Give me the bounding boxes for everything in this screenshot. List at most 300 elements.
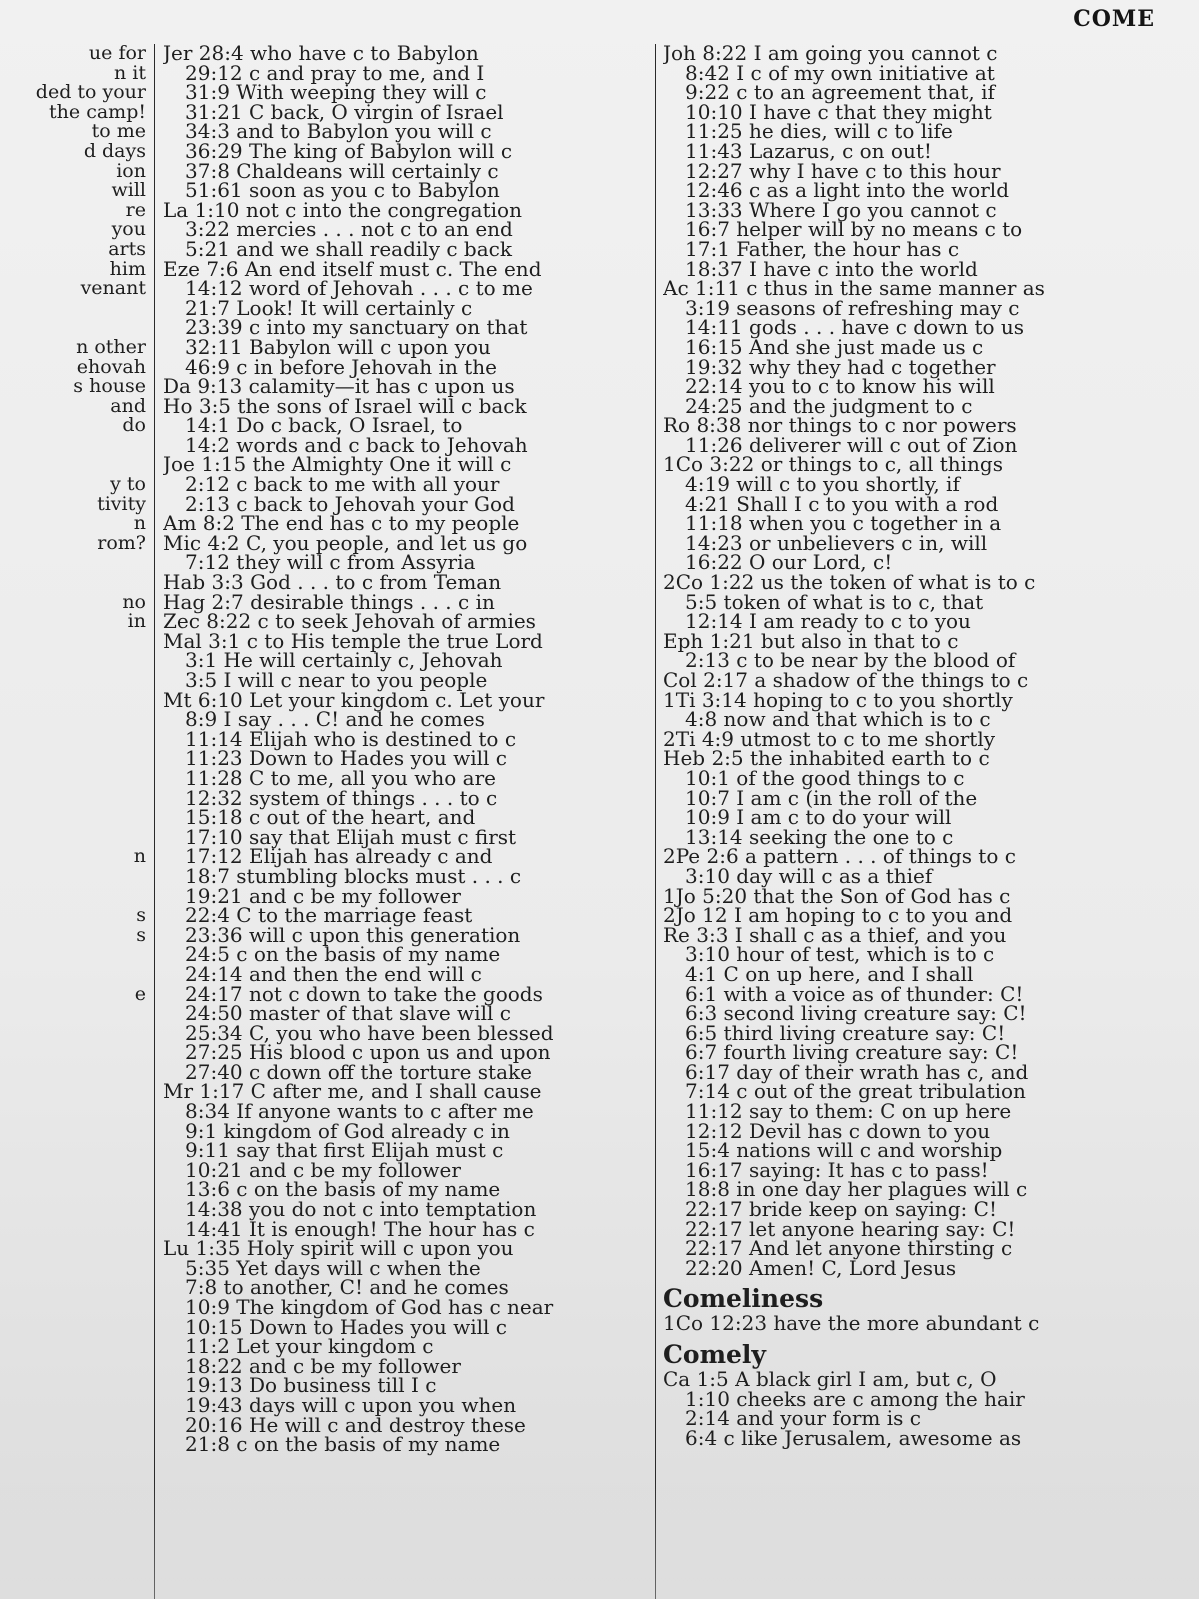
fragment-line: to me [91, 120, 146, 143]
context-text: Father, the hour has c [729, 236, 960, 261]
scripture-reference: 2Ti 4:9 [663, 726, 735, 751]
context-text: helper will by no means c to [729, 217, 1023, 242]
scripture-reference: 14:2 [185, 432, 230, 457]
fragment-line [0, 945, 146, 965]
fragment-line [0, 789, 146, 809]
scripture-reference: 1Ti 3:14 [663, 687, 747, 712]
context-text: in one day her plagues will c [729, 1177, 1028, 1202]
scripture-reference: 18:37 [685, 256, 743, 281]
context-text: c to an agreement that, if [729, 80, 995, 105]
context-text: C, you people, and let us go [239, 530, 528, 555]
fragment-line: n [133, 512, 146, 535]
scripture-reference: 5:5 [685, 589, 718, 614]
context-text: or unbelievers c in, will [742, 530, 988, 555]
scripture-reference: 10:1 [685, 765, 730, 790]
fragment-line [0, 318, 146, 338]
context-text: C to me, all you who are [242, 765, 496, 790]
scripture-reference: 2Jo 12 [663, 903, 728, 928]
scripture-reference: Joh 8:22 [663, 44, 748, 65]
scripture-reference: 22:17 [685, 1216, 743, 1241]
fragment-line: venant [80, 277, 146, 300]
context-text: cheeks are c among the hair [729, 1386, 1025, 1411]
fragment-line: him [109, 257, 146, 280]
scripture-reference: Mr 1:17 [163, 1079, 245, 1104]
scripture-reference: 5:21 [185, 236, 230, 261]
scripture-reference: 12:46 [685, 178, 743, 203]
context-text: I have c into the world [742, 256, 978, 281]
context-text: you to c to know his will [742, 374, 995, 399]
scripture-reference: 10:21 [185, 1157, 243, 1182]
fragment-line: ue for [88, 44, 146, 64]
scripture-reference: 6:4 [685, 1425, 718, 1450]
fragment-line [0, 828, 146, 848]
scripture-reference: 11:14 [185, 726, 243, 751]
context-text: c out of the great tribulation [729, 1079, 1026, 1104]
scripture-reference: 19:13 [185, 1373, 243, 1398]
scripture-reference: 20:16 [185, 1412, 243, 1437]
scripture-reference: 12:12 [685, 1118, 743, 1143]
context-text: say that first Elijah must c [229, 1138, 504, 1163]
scripture-reference: 31:21 [185, 99, 243, 124]
context-text: c on the basis of my name [229, 1432, 501, 1457]
context-text: and your form is c [729, 1406, 921, 1431]
scripture-reference: Mt 6:10 [163, 687, 243, 712]
context-text: I have c that they might [742, 99, 992, 124]
context-text: will c to you shortly, if [729, 472, 960, 497]
context-text: stumbling blocks must . . . c [229, 863, 522, 888]
context-text: day will c as a thief [729, 863, 933, 888]
fragment-line [0, 671, 146, 691]
context-text: C after me, and I shall cause [244, 1079, 542, 1104]
scripture-reference: 8:34 [185, 1099, 230, 1124]
context-text: C on up here, and I shall [717, 961, 974, 986]
scripture-reference: 46:9 [185, 354, 230, 379]
context-text: c back to me with all your [229, 472, 500, 497]
context-text: bride keep on saying: C! [742, 1197, 997, 1222]
context-text: words and c back to Jehovah [229, 432, 528, 457]
context-text: Let your kingdom c. Let your [242, 687, 545, 712]
scripture-reference: Zec 8:22 [163, 609, 252, 634]
concordance-line [163, 1432, 653, 1457]
scripture-reference: 1Jo 5:20 [663, 883, 748, 908]
scripture-reference: 18:8 [685, 1177, 730, 1202]
scripture-reference: 22:20 [685, 1255, 743, 1280]
context-text: now and that which is to c [717, 707, 991, 732]
context-text: C back, O virgin of Israel [242, 99, 504, 124]
scripture-reference: 18:7 [185, 863, 230, 888]
context-text: c thus in the same manner as [739, 276, 1045, 301]
context-text: hour of test, which is to c [729, 942, 995, 967]
scripture-reference: Ro 8:38 [663, 413, 742, 438]
fragment-line: d days [83, 139, 146, 162]
left-column-fragments [0, 44, 146, 1599]
fragment-line: arts [108, 237, 146, 260]
fragment-line [0, 553, 146, 573]
context-text: Do business till I c [242, 1373, 437, 1398]
scripture-reference: Heb 2:5 [663, 746, 744, 771]
fragment-line: and [110, 394, 146, 417]
fragment-line [0, 710, 146, 730]
scripture-reference: 21:8 [185, 1432, 230, 1457]
scripture-reference: 6:17 [685, 1059, 730, 1084]
context-text: of the good things to c [729, 765, 965, 790]
scripture-reference: 11:25 [685, 119, 743, 144]
context-text: Devil has c down to you [742, 1118, 991, 1143]
fragment-line: tivity [97, 492, 146, 515]
fragment-line: re [125, 198, 146, 221]
context-text: calamity—it has c upon us [242, 374, 515, 399]
scripture-reference: 1Co 3:22 [663, 452, 755, 477]
context-text: gods . . . have c down to us [742, 315, 1025, 340]
context-text: word of Jehovah . . . c to me [242, 276, 533, 301]
scripture-reference: Col 2:17 [663, 668, 749, 692]
context-text: master of that slave will c [242, 1001, 511, 1026]
scripture-reference: 19:21 [185, 883, 243, 908]
column-divider [655, 44, 656, 1599]
scripture-reference: 32:11 [185, 334, 243, 359]
scripture-reference: 4:1 [685, 961, 718, 986]
fragment-line [0, 299, 146, 319]
context-text: a shadow of the things to c [748, 668, 1029, 692]
scripture-reference: Ca 1:5 [663, 1367, 729, 1391]
scripture-reference: 15:18 [185, 805, 243, 830]
context-text: will c upon this generation [242, 922, 521, 947]
scripture-reference: 3:22 [185, 217, 230, 242]
context-text: and we shall readily c back [229, 236, 512, 261]
context-text: kingdom of God already c in [217, 1118, 510, 1143]
scripture-reference: 34:3 [185, 119, 230, 144]
context-text: I will c near to you people [217, 668, 488, 692]
scripture-reference: 27:40 [185, 1059, 243, 1084]
scripture-reference: 3:19 [685, 295, 730, 320]
scripture-reference: 9:22 [685, 80, 730, 105]
context-text: deliverer will c out of Zion [742, 432, 1018, 457]
context-text: Shall I c to you with a rod [729, 491, 999, 516]
scripture-reference: Jer 28:4 [163, 44, 244, 65]
scripture-reference: Da 9:13 [163, 374, 243, 399]
fragment-line: you [111, 218, 146, 241]
context-text: say that Elijah must c first [242, 824, 517, 849]
scripture-reference: Ac 1:11 [663, 276, 740, 301]
context-text: Down to Hades you will c [242, 1314, 507, 1339]
scripture-reference: 16:22 [685, 550, 743, 575]
scripture-reference: 9:11 [185, 1138, 230, 1163]
scripture-reference: 14:23 [685, 530, 743, 555]
entry-heading: Comeliness [663, 1284, 824, 1314]
middle-column [163, 44, 653, 1599]
scripture-reference: 6:3 [685, 1001, 718, 1026]
context-text: mercies . . . not c to an end [229, 217, 513, 242]
context-text: Holy spirit will c upon you [240, 1236, 514, 1261]
scripture-reference: 9:1 [185, 1118, 218, 1143]
context-text: I am c (in the roll of the [729, 785, 978, 810]
context-text: c back to Jehovah your God [229, 491, 515, 516]
fragment-line: no [122, 590, 146, 613]
scripture-reference: 2Co 1:22 [663, 570, 755, 595]
scripture-reference: Joe 1:15 [163, 452, 247, 477]
fragment-line: n it [114, 61, 146, 84]
context-text: The end has c to my people [234, 511, 520, 536]
context-text: A black girl I am, but c, O [728, 1367, 997, 1391]
fragment-line [0, 730, 146, 750]
context-text: O our Lord, c! [742, 550, 893, 575]
fragment-line: ehovah [76, 355, 146, 378]
context-text: us the token of what is to c [754, 570, 1036, 595]
context-text: I am hoping to c to you and [727, 903, 1013, 928]
scripture-reference: 36:29 [185, 138, 243, 163]
context-text: the Almighty One it will c [246, 452, 512, 477]
context-text: He will certainly c, Jehovah [217, 648, 503, 673]
scripture-reference: Ho 3:5 [163, 393, 232, 418]
fragment-line: the camp! [49, 100, 146, 123]
scripture-reference: 27:25 [185, 1040, 243, 1065]
scripture-reference: 11:12 [685, 1099, 743, 1124]
scripture-reference: 16:17 [685, 1157, 743, 1182]
scripture-reference: 24:17 [185, 981, 243, 1006]
context-text: third living creature say: C! [717, 1020, 1006, 1045]
context-text: Do c back, O Israel, to [229, 413, 463, 438]
context-text: soon as you c to Babylon [242, 178, 500, 203]
context-text: c down off the torture stake [242, 1059, 532, 1084]
fragment-line [0, 573, 146, 593]
scripture-reference: 12:14 [685, 609, 743, 634]
scripture-reference: 6:1 [685, 981, 718, 1006]
context-text: I am c to do your will [729, 805, 952, 830]
context-text: hoping to c to you shortly [746, 687, 1013, 712]
context-text: days will c upon you when [242, 1392, 517, 1417]
fragment-line [0, 769, 146, 789]
scripture-reference: 4:8 [685, 707, 718, 732]
context-text: He will c and destroy these [242, 1412, 526, 1437]
context-text: Look! It will certainly c [229, 295, 473, 320]
fragment-line [0, 749, 146, 769]
scripture-reference: 37:8 [185, 158, 230, 183]
scripture-reference: 23:39 [185, 315, 243, 340]
scripture-reference: 24:5 [185, 942, 230, 967]
fragment-line [0, 651, 146, 671]
context-text: God . . . to c from Teman [243, 570, 502, 595]
scripture-reference: Mal 3:1 [163, 628, 241, 653]
page-heading: COME [1073, 6, 1155, 32]
scripture-reference: 2:14 [685, 1406, 730, 1431]
context-text: have the more abundant c [767, 1311, 1040, 1336]
scripture-reference: 19:32 [685, 354, 743, 379]
context-text: I say . . . C! and he comes [217, 707, 485, 732]
scripture-reference: 31:9 [185, 80, 230, 105]
context-text: you do not c into temptation [242, 1197, 537, 1222]
context-text: c as a light into the world [742, 178, 1009, 203]
scripture-reference: 17:1 [685, 236, 730, 261]
scripture-reference: 23:36 [185, 922, 243, 947]
scripture-reference: 3:5 [185, 668, 218, 692]
scripture-reference: 11:43 [685, 138, 743, 163]
context-text: utmost to c to me shortly [734, 726, 996, 751]
context-text: c in before Jehovah in the [229, 354, 497, 379]
context-text: Let your kingdom c [229, 1334, 434, 1359]
context-text: seasons of refreshing may c [729, 295, 1020, 320]
context-text: c to seek Jehovah of armies [251, 609, 536, 634]
context-text: not c into the congregation [239, 197, 522, 222]
scripture-reference: 5:35 [185, 1255, 230, 1280]
fragment-line: s house [73, 375, 146, 398]
scripture-reference: 21:7 [185, 295, 230, 320]
fragment-line: n other [76, 335, 146, 358]
context-text: I c of my own initiative at [729, 60, 995, 85]
scripture-reference: 11:18 [685, 511, 743, 536]
scripture-reference: 14:1 [185, 413, 230, 438]
fragment-line: y to [110, 473, 146, 496]
context-text: The kingdom of God has c near [229, 1295, 554, 1319]
context-text: not c down to take the goods [242, 981, 543, 1006]
context-text: nations will c and worship [729, 1138, 1003, 1163]
fragment-line [0, 808, 146, 828]
scripture-reference: 7:14 [685, 1079, 730, 1104]
scripture-reference: 2:13 [185, 491, 230, 516]
scripture-reference: 17:10 [185, 824, 243, 849]
context-text: seeking the one to c [742, 824, 954, 849]
scripture-reference: 11:23 [185, 746, 243, 771]
context-text: and then the end will c [242, 961, 482, 986]
scripture-reference: 7:8 [185, 1275, 218, 1300]
scripture-reference: 29:12 [185, 60, 243, 85]
scripture-reference: 1:10 [685, 1386, 730, 1411]
context-text: c like Jerusalem, awesome as [717, 1425, 1022, 1450]
scripture-reference: 4:21 [685, 491, 730, 516]
context-text: An end itself must c. The end [238, 256, 542, 281]
context-text: And she just made us c [742, 334, 984, 359]
scripture-reference: 8:9 [185, 707, 218, 732]
context-text: a pattern . . . of things to c [738, 844, 1016, 869]
scripture-reference: Hab 3:3 [163, 570, 244, 595]
scripture-reference: 16:7 [685, 217, 730, 242]
concordance-line [663, 1311, 1193, 1336]
context-text: but also in that to c [754, 628, 959, 653]
scripture-reference: 14:41 [185, 1216, 243, 1241]
scripture-reference: 13:14 [685, 824, 743, 849]
context-text: Elijah has already c and [242, 844, 493, 869]
scripture-reference: 3:1 [185, 648, 218, 673]
scripture-reference: 2:12 [185, 472, 230, 497]
entry-heading: Comely [663, 1340, 766, 1369]
context-text: C to the marriage feast [229, 903, 473, 928]
scripture-reference: 13:6 [185, 1177, 230, 1202]
context-text: saying: It has c to pass! [742, 1157, 989, 1182]
context-text: c on the basis of my name [229, 942, 501, 967]
scripture-reference: Eze 7:6 [163, 256, 239, 281]
right-column [663, 44, 1193, 1599]
scripture-reference: 7:12 [185, 550, 230, 575]
fragment-line: rom? [97, 531, 146, 554]
context-text: Amen! C, Lord Jesus [742, 1255, 957, 1280]
context-text: and to Babylon you will c [229, 119, 492, 144]
fragment-line: ded to your [35, 81, 146, 104]
scripture-reference: 12:27 [685, 158, 743, 183]
scripture-reference: 24:25 [685, 393, 743, 418]
context-text: why they had c together [742, 354, 996, 379]
scripture-reference: 3:10 [685, 942, 730, 967]
context-text: c and pray to me, and I [242, 60, 485, 85]
context-text: The king of Babylon will c [242, 138, 513, 163]
context-text: c on the basis of my name [229, 1177, 501, 1202]
fragment-line: do [122, 414, 146, 437]
context-text: day of their wrath has c, and [729, 1059, 1029, 1084]
context-text: I am ready to c to you [742, 609, 971, 634]
fragment-line: s [136, 904, 146, 927]
context-text: c to His temple the true Lord [240, 628, 543, 653]
context-text: and c be my follower [242, 1157, 461, 1182]
scripture-reference: 13:33 [685, 197, 743, 222]
scripture-reference: La 1:10 [163, 197, 240, 222]
context-text: I shall c as a thief, and you [728, 922, 1007, 947]
context-text: Where I go you cannot c [742, 197, 997, 222]
context-text: desirable things . . . c in [243, 589, 495, 614]
context-text: who have c to Babylon [243, 44, 479, 65]
fragment-line [0, 887, 146, 907]
scripture-reference: 3:10 [685, 863, 730, 888]
context-text: Lazarus, c on out! [742, 138, 932, 163]
context-text: let anyone hearing say: C! [742, 1216, 1016, 1241]
scripture-reference: 10:10 [685, 99, 743, 124]
scripture-reference: Re 3:3 [663, 922, 729, 947]
scripture-reference: 24:14 [185, 961, 243, 986]
context-text: to another, C! and he comes [217, 1275, 509, 1300]
context-text: If anyone wants to c after me [229, 1099, 534, 1124]
context-text: they will c from Assyria [229, 550, 476, 575]
context-text: say to them: C on up here [742, 1099, 1012, 1124]
context-text: he dies, will c to life [742, 119, 953, 144]
scripture-reference: 2:13 [685, 648, 730, 673]
context-text: C, you who have been blessed [242, 1020, 554, 1045]
context-text: and the judgment to c [742, 393, 973, 418]
scripture-reference: 19:43 [185, 1392, 243, 1417]
scripture-reference: 15:4 [685, 1138, 730, 1163]
context-text: nor things to c nor powers [741, 413, 1017, 438]
context-text: I am going you cannot c [747, 44, 998, 65]
scripture-reference: 22:17 [685, 1236, 743, 1261]
context-text: with a voice as of thunder: C! [717, 981, 1024, 1006]
fragment-line [0, 436, 146, 456]
context-text: when you c together in a [742, 511, 1002, 536]
scripture-reference: Lu 1:35 [163, 1236, 241, 1261]
fragment-line: e [134, 982, 146, 1005]
context-text: Elijah who is destined to c [242, 726, 517, 751]
context-text: Babylon will c upon you [242, 334, 491, 359]
context-text: And let anyone thirsting c [742, 1236, 1013, 1261]
fragment-line [0, 965, 146, 985]
context-text: token of what is to c, that [717, 589, 984, 614]
scripture-reference: 6:7 [685, 1040, 718, 1065]
scripture-reference: 14:11 [685, 315, 743, 340]
scripture-reference: Eph 1:21 [663, 628, 755, 653]
context-text: fourth living creature say: C! [717, 1040, 1019, 1065]
fragment-line [0, 632, 146, 652]
fragment-line: n [133, 845, 146, 868]
scripture-reference: 17:12 [185, 844, 243, 869]
fragment-line: s [136, 923, 146, 946]
scripture-reference: 22:14 [685, 374, 743, 399]
scripture-reference: 16:15 [685, 334, 743, 359]
scripture-reference: 4:19 [685, 472, 730, 497]
context-text: Chaldeans will certainly c [229, 158, 499, 183]
context-text: second living creature say: C! [717, 1001, 1027, 1026]
scripture-reference: 10:7 [685, 785, 730, 810]
column-divider [154, 44, 155, 1599]
scripture-reference: 14:38 [185, 1197, 243, 1222]
fragment-line [0, 691, 146, 711]
scripture-reference: 25:34 [185, 1020, 243, 1045]
fragment-line: ion [116, 159, 146, 182]
scripture-reference: 6:5 [685, 1020, 718, 1045]
